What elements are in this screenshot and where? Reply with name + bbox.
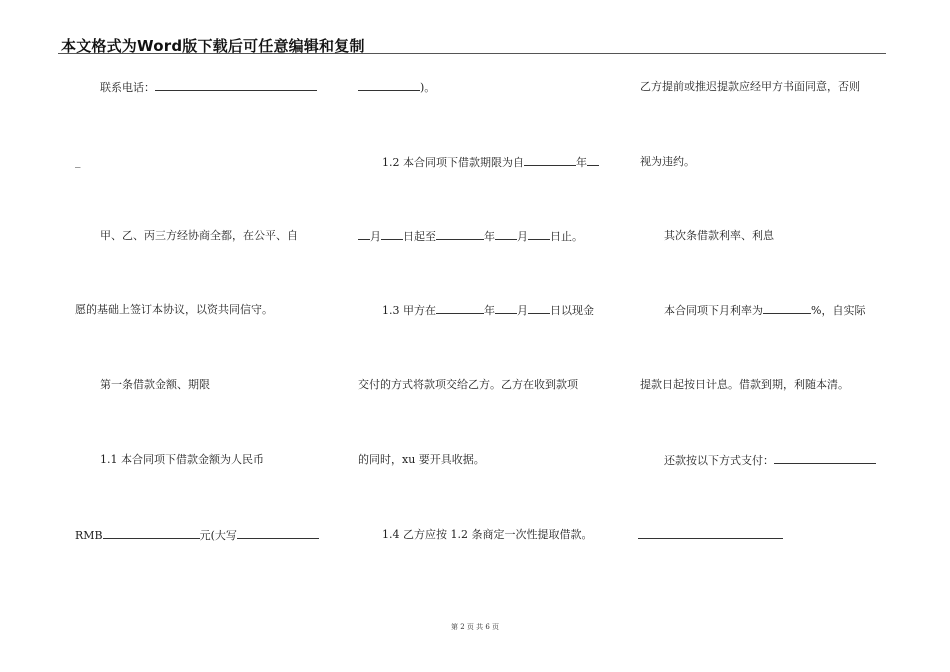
rmb-prefix: RMB <box>75 529 103 542</box>
repayment-method-blank <box>774 453 876 464</box>
pay-day-blank <box>528 303 550 314</box>
page-number: 第 2 页 共 6 页 <box>450 623 500 631</box>
paragraph-line: 乙方提前或推迟提款应经甲方书面同意，否则 <box>640 80 860 93</box>
term-dates-line <box>358 229 583 244</box>
underscore-fragment: _ <box>75 155 81 168</box>
clause-1-4-line: 1.4 乙方应按 1.2 条商定一次性提取借款。 <box>382 528 593 541</box>
contact-phone-blank <box>155 80 317 91</box>
repayment-method-label: 还款按以下方式支付： <box>664 454 774 467</box>
interest-rate-line <box>664 303 865 318</box>
rmb-capital-blank <box>237 528 319 539</box>
contact-phone-line <box>100 80 317 95</box>
closing-paren: )。 <box>420 81 436 94</box>
document-header-title: 本文格式为Word版下载后可任意编辑和复制 <box>61 37 365 55</box>
repayment-method-blank-line <box>638 528 783 543</box>
interest-rate-suffix: %，自实际 <box>811 304 866 317</box>
rmb-amount-line <box>75 528 319 543</box>
start-month-blank <box>587 155 599 166</box>
clause-1-3-line <box>382 303 594 318</box>
paragraph-line: 的同时，xu 要开具收据。 <box>358 453 485 466</box>
start-day-blank <box>381 229 403 240</box>
clause-1-2-line <box>382 155 599 170</box>
contact-phone-label: 联系电话： <box>100 81 155 94</box>
article-one-heading: 第一条借款金额、期限 <box>100 378 210 391</box>
interest-rate-blank <box>763 303 811 314</box>
month-label: 月 <box>517 230 528 243</box>
rmb-capital-label: 元(大写 <box>199 529 237 542</box>
month-label: 月 <box>517 304 528 317</box>
clause-1-3-text: 1.3 甲方在 <box>382 304 436 317</box>
interest-rate-label: 本合同项下月利率为 <box>664 304 763 317</box>
paragraph-line: 甲、乙、丙三方经协商全都，在公平、自 <box>100 229 298 242</box>
amount-capital-close-line <box>358 80 435 95</box>
date-end-label: 日止。 <box>550 230 583 243</box>
month-label: 月 <box>370 230 381 243</box>
paragraph-line: 提款日起按日计息。借款到期，利随本清。 <box>640 378 849 391</box>
start-month-blank-cont <box>358 229 370 240</box>
start-year-blank <box>524 155 576 166</box>
year-label: 年 <box>576 156 587 169</box>
date-from-to-label: 日起至 <box>403 230 436 243</box>
clause-1-2-text: 1.2 本合同项下借款期限为自 <box>382 156 524 169</box>
header-divider <box>58 53 886 54</box>
end-year-blank <box>436 229 484 240</box>
pay-year-blank <box>436 303 484 314</box>
amount-capital-blank <box>358 80 420 91</box>
year-label: 年 <box>484 230 495 243</box>
clause-1-1-line: 1.1 本合同项下借款金额为人民币 <box>100 453 264 466</box>
cash-label: 日以现金 <box>550 304 594 317</box>
rmb-amount-blank <box>103 528 200 539</box>
paragraph-line: 愿的基础上签订本协议，以资共同信守。 <box>75 303 273 316</box>
paragraph-line: 交付的方式将款项交给乙方。乙方在收到款项 <box>358 378 578 391</box>
article-two-heading: 其次条借款利率、利息 <box>664 229 774 242</box>
pay-month-blank <box>495 303 517 314</box>
end-month-blank <box>495 229 517 240</box>
end-day-blank <box>528 229 550 240</box>
paragraph-line: 视为违约。 <box>640 155 695 168</box>
repayment-method-line <box>664 453 876 468</box>
year-label: 年 <box>484 304 495 317</box>
repayment-method-blank-2 <box>638 528 783 539</box>
